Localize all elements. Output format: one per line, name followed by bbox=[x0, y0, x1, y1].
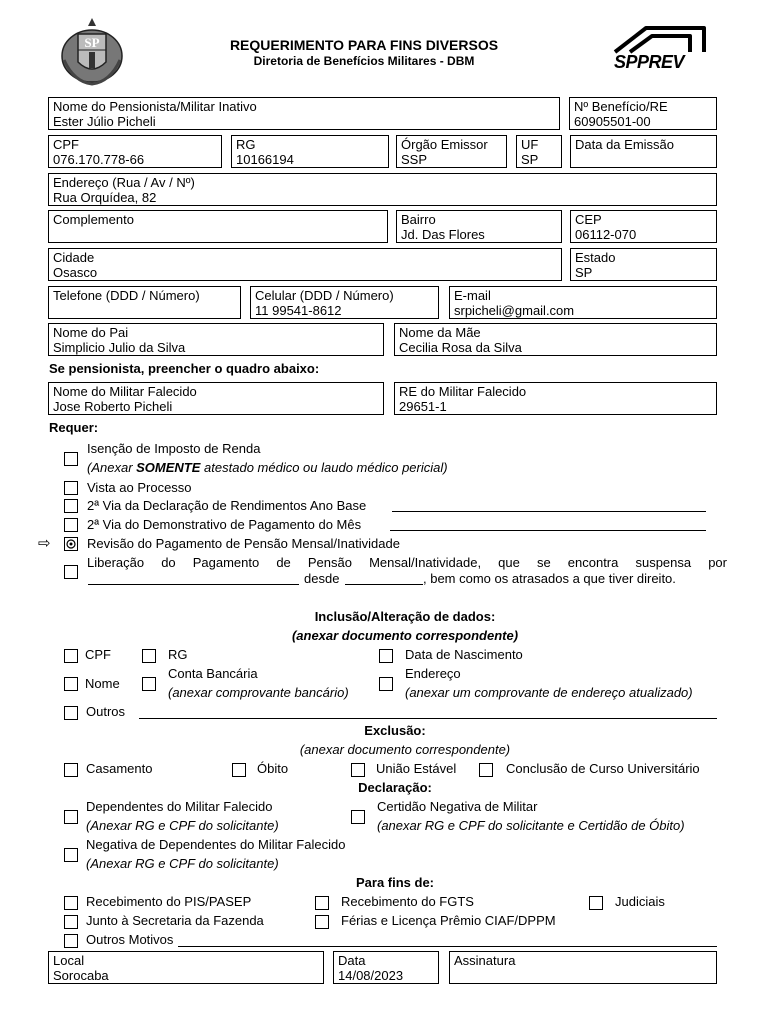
inclusao-nascimento-label: Data de Nascimento bbox=[405, 647, 523, 662]
fins-fgts-label: Recebimento do FGTS bbox=[341, 894, 474, 909]
liberacao-checkbox[interactable] bbox=[64, 565, 78, 579]
isencao-note-part1: (Anexar bbox=[87, 460, 137, 475]
city-label: Cidade bbox=[53, 250, 95, 265]
isencao-label: Isenção de Imposto de Renda bbox=[87, 441, 261, 456]
fins-fazenda-label: Junto à Secretaria da Fazenda bbox=[86, 913, 264, 928]
complement-label: Complemento bbox=[53, 212, 134, 227]
fins-pis-label: Recebimento do PIS/PASEP bbox=[86, 894, 252, 909]
exclusao-obito-label: Óbito bbox=[257, 761, 289, 776]
complement-field[interactable] bbox=[48, 210, 388, 243]
mother-name-value: Cecilia Rosa da Silva bbox=[399, 340, 522, 355]
neighborhood-value: Jd. Das Flores bbox=[401, 227, 485, 242]
fins-outros-line[interactable] bbox=[178, 946, 717, 947]
fins-fazenda-checkbox[interactable] bbox=[64, 915, 78, 929]
arrow-right-icon: ⇨ bbox=[38, 534, 51, 552]
fins-fgts-checkbox[interactable] bbox=[315, 896, 329, 910]
liberacao-tail-label: , bem como os atrasados a que tiver direito. bbox=[423, 571, 676, 586]
inclusao-endereco-label: Endereço bbox=[405, 666, 461, 681]
state-value: SP bbox=[575, 265, 593, 280]
inclusao-cpf-label: CPF bbox=[85, 647, 111, 662]
city-value: Osasco bbox=[53, 265, 98, 280]
rg-value: 10166194 bbox=[236, 152, 294, 167]
via-demonstrativo-line[interactable] bbox=[390, 530, 706, 531]
neighborhood-field[interactable] bbox=[396, 210, 562, 243]
mother-name-label: Nome da Mãe bbox=[399, 325, 481, 340]
isencao-note-part2: atestado médico ou laudo médico pericial) bbox=[200, 460, 448, 475]
exclusao-uniao-label: União Estável bbox=[376, 761, 457, 776]
exclusao-casamento-checkbox[interactable] bbox=[64, 763, 78, 777]
uf-value: SP bbox=[521, 152, 539, 167]
cpf-label: CPF bbox=[53, 137, 79, 152]
exclusao-casamento-label: Casamento bbox=[86, 761, 153, 776]
mobile-label: Celular (DDD / Número) bbox=[255, 288, 394, 303]
inclusao-nome-label: Nome bbox=[85, 676, 120, 691]
inclusao-nome-checkbox[interactable] bbox=[64, 677, 78, 691]
fins-ferias-label: Férias e Licença Prêmio CIAF/DPPM bbox=[341, 913, 556, 928]
inclusao-rg-label: RG bbox=[168, 647, 188, 662]
inclusao-outros-line[interactable] bbox=[139, 718, 717, 719]
fins-outros-checkbox[interactable] bbox=[64, 934, 78, 948]
pensioner-name-field[interactable] bbox=[48, 97, 560, 130]
fins-judiciais-checkbox[interactable] bbox=[589, 896, 603, 910]
city-field[interactable] bbox=[48, 248, 562, 281]
rg-label: RG bbox=[236, 137, 256, 152]
declaracao-title: Declaração: bbox=[358, 780, 432, 795]
page-subtitle: Diretoria de Benefícios Militares - DBM bbox=[253, 54, 475, 68]
inclusao-outros-checkbox[interactable] bbox=[64, 706, 78, 720]
cep-value: 06112-070 bbox=[575, 227, 637, 242]
fins-outros-label: Outros Motivos bbox=[86, 932, 174, 947]
issuing-body-field[interactable] bbox=[396, 135, 507, 168]
deceased-re-value: 29651-1 bbox=[399, 399, 447, 414]
revisao-label: Revisão do Pagamento de Pensão Mensal/Inatividade bbox=[87, 536, 400, 551]
inclusao-conta-label: Conta Bancária bbox=[168, 666, 258, 681]
deceased-re-label: RE do Militar Falecido bbox=[399, 384, 527, 399]
deceased-name-value: Jose Roberto Picheli bbox=[53, 399, 173, 414]
inclusao-conta-note: (anexar comprovante bancário) bbox=[168, 685, 349, 700]
email-label: E-mail bbox=[454, 288, 491, 303]
uf-label: UF bbox=[521, 137, 539, 152]
phone-field[interactable] bbox=[48, 286, 241, 319]
via-declaracao-line[interactable] bbox=[392, 511, 706, 512]
spprev-logo-text: SPPREV bbox=[614, 52, 685, 72]
vista-checkbox[interactable] bbox=[64, 481, 78, 495]
issue-date-label: Data da Emissão bbox=[575, 137, 674, 152]
signature-label: Assinatura bbox=[454, 953, 516, 968]
state-label: Estado bbox=[575, 250, 616, 265]
inclusao-endereco-checkbox[interactable] bbox=[379, 677, 393, 691]
issuing-body-label: Órgão Emissor bbox=[401, 137, 488, 152]
seal-text: SP bbox=[84, 35, 100, 50]
cpf-value: 076.170.778-66 bbox=[53, 152, 145, 167]
email-value: srpicheli@gmail.com bbox=[454, 303, 575, 318]
fins-ferias-checkbox[interactable] bbox=[315, 915, 329, 929]
signature-field[interactable] bbox=[449, 951, 717, 984]
state-seal bbox=[56, 16, 128, 88]
local-field[interactable] bbox=[48, 951, 324, 984]
neighborhood-label: Bairro bbox=[401, 212, 436, 227]
father-name-label: Nome do Pai bbox=[53, 325, 129, 340]
inclusao-nascimento-checkbox[interactable] bbox=[379, 649, 393, 663]
deceased-name-field[interactable] bbox=[48, 382, 384, 415]
benefit-number-value: 60905501-00 bbox=[574, 114, 651, 129]
inclusao-subtitle: (anexar documento correspondente) bbox=[291, 628, 519, 643]
exclusao-uniao-checkbox[interactable] bbox=[351, 763, 365, 777]
exclusao-obito-checkbox[interactable] bbox=[232, 763, 246, 777]
selected-mark-icon bbox=[65, 538, 77, 550]
inclusao-endereco-note: (anexar um comprovante de endereço atualizado) bbox=[405, 685, 693, 700]
issue-date-field[interactable] bbox=[570, 135, 717, 168]
isencao-checkbox[interactable] bbox=[64, 452, 78, 466]
liberacao-reason-line[interactable] bbox=[88, 584, 299, 585]
deceased-name-label: Nome do Militar Falecido bbox=[53, 384, 197, 399]
cep-label: CEP bbox=[575, 212, 602, 227]
spprev-logo bbox=[612, 24, 712, 76]
local-label: Local bbox=[53, 953, 85, 968]
date-value: 14/08/2023 bbox=[338, 968, 404, 983]
date-field[interactable] bbox=[333, 951, 439, 984]
declaracao-negativa-checkbox[interactable] bbox=[64, 848, 78, 862]
mother-name-field[interactable] bbox=[394, 323, 717, 356]
via-demonstrativo-label: 2ª Via do Demonstrativo de Pagamento do Mês bbox=[87, 517, 362, 532]
via-declaracao-label: 2ª Via da Declaração de Rendimentos Ano Base bbox=[87, 498, 367, 513]
liberacao-since-line[interactable] bbox=[345, 584, 423, 585]
exclusao-conclusao-label: Conclusão de Curso Universitário bbox=[506, 761, 700, 776]
declaracao-dependentes-label: Dependentes do Militar Falecido bbox=[86, 799, 273, 814]
declaracao-negativa-label: Negativa de Dependentes do Militar Falecido bbox=[86, 837, 346, 852]
requer-heading: Requer: bbox=[49, 420, 99, 435]
rg-field[interactable] bbox=[231, 135, 389, 168]
fins-judiciais-label: Judiciais bbox=[615, 894, 665, 909]
mobile-field[interactable] bbox=[250, 286, 439, 319]
pensioner-name-value: Ester Júlio Picheli bbox=[53, 114, 156, 129]
inclusao-conta-checkbox[interactable] bbox=[142, 677, 156, 691]
via-demonstrativo-checkbox[interactable] bbox=[64, 518, 78, 532]
pensioner-name-label: Nome do Pensionista/Militar Inativo bbox=[53, 99, 257, 114]
vista-label: Vista ao Processo bbox=[87, 480, 192, 495]
declaracao-negativa-note: (Anexar RG e CPF do solicitante) bbox=[86, 856, 279, 871]
exclusao-title: Exclusão: bbox=[364, 723, 426, 738]
inclusao-outros-label: Outros bbox=[86, 704, 126, 719]
issuing-body-value: SSP bbox=[401, 152, 428, 167]
local-value: Sorocaba bbox=[53, 968, 109, 983]
email-field[interactable] bbox=[449, 286, 717, 319]
father-name-value: Simplicio Julio da Silva bbox=[53, 340, 186, 355]
deceased-re-field[interactable] bbox=[394, 382, 717, 415]
address-value: Rua Orquídea, 82 bbox=[53, 190, 157, 205]
date-label: Data bbox=[338, 953, 366, 968]
declaracao-dependentes-checkbox[interactable] bbox=[64, 810, 78, 824]
declaracao-certidao-label: Certidão Negativa de Militar bbox=[377, 799, 538, 814]
inclusao-title: Inclusão/Alteração de dados: bbox=[314, 609, 496, 624]
fins-pis-checkbox[interactable] bbox=[64, 896, 78, 910]
state-field[interactable] bbox=[570, 248, 717, 281]
declaracao-dependentes-note: (Anexar RG e CPF do solicitante) bbox=[86, 818, 279, 833]
inclusao-rg-checkbox[interactable] bbox=[142, 649, 156, 663]
page-title: REQUERIMENTO PARA FINS DIVERSOS bbox=[229, 37, 499, 53]
benefit-number-label: Nº Benefício/RE bbox=[574, 99, 668, 114]
revisao-checkbox-selected[interactable] bbox=[64, 537, 78, 551]
declaracao-certidao-note: (anexar RG e CPF do solicitante e Certidão de Óbito) bbox=[377, 818, 685, 833]
benefit-number-field[interactable] bbox=[569, 97, 717, 130]
fins-title: Para fins de: bbox=[355, 875, 435, 890]
isencao-note bbox=[87, 460, 448, 476]
exclusao-subtitle: (anexar documento correspondente) bbox=[299, 742, 511, 757]
phone-label: Telefone (DDD / Número) bbox=[53, 288, 200, 303]
uf-field[interactable] bbox=[516, 135, 562, 168]
declaracao-certidao-checkbox[interactable] bbox=[351, 810, 365, 824]
isencao-note-emphasis: SOMENTE bbox=[136, 460, 201, 475]
cep-field[interactable] bbox=[570, 210, 717, 243]
mobile-value: 11 99541-8612 bbox=[255, 303, 342, 318]
inclusao-cpf-checkbox[interactable] bbox=[64, 649, 78, 663]
exclusao-conclusao-checkbox[interactable] bbox=[479, 763, 493, 777]
liberacao-label: Liberação do Pagamento de Pensão Mensal/Inatividade, que se encontra suspensa por bbox=[87, 555, 727, 570]
pensioner-note: Se pensionista, preencher o quadro abaixo: bbox=[49, 361, 320, 376]
address-label: Endereço (Rua / Av / Nº) bbox=[53, 175, 195, 190]
liberacao-since-label: desde bbox=[304, 571, 340, 586]
via-declaracao-checkbox[interactable] bbox=[64, 499, 78, 513]
address-field[interactable] bbox=[48, 173, 717, 206]
cpf-field[interactable] bbox=[48, 135, 222, 168]
father-name-field[interactable] bbox=[48, 323, 384, 356]
